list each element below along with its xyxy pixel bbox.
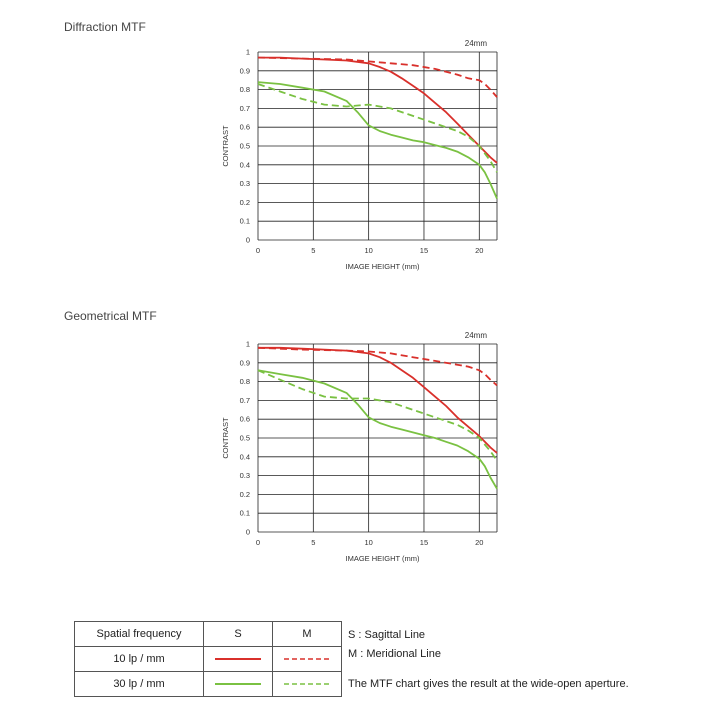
- diffraction-mtf-title: Diffraction MTF: [64, 20, 146, 34]
- x-tick-label: 20: [475, 246, 484, 255]
- focal-length-label: 24mm: [464, 331, 487, 340]
- legend-row-10lp: [75, 647, 342, 672]
- y-tick-label: 0.4: [239, 160, 250, 170]
- y-tick-label: 0.8: [239, 85, 250, 95]
- y-tick-label: 0.2: [239, 489, 250, 499]
- y-tick-label: 0: [245, 235, 250, 245]
- geometrical-mtf-title: Geometrical MTF: [64, 309, 157, 323]
- y-tick-label: 0.1: [239, 216, 250, 226]
- x-tick-label: 5: [311, 246, 316, 255]
- x-tick-label: 5: [311, 538, 316, 547]
- focal-length-label: 24mm: [464, 39, 487, 48]
- y-axis-label: CONTRAST: [221, 417, 230, 459]
- note-meridional: M : Meridional Line: [348, 648, 441, 660]
- y-tick-label: 0.5: [239, 141, 250, 151]
- y-tick-label: 0.3: [239, 471, 250, 481]
- x-tick-label: 0: [255, 538, 261, 547]
- x-tick-label: 10: [364, 538, 373, 547]
- x-tick-label: 15: [419, 246, 429, 255]
- series-line-30-lp-mm-s: [258, 82, 497, 199]
- legend-label-10lp: 10 lp / mm: [75, 647, 204, 672]
- legend-swatch-10lp-s: [204, 647, 273, 672]
- y-tick-label: 0.3: [239, 179, 250, 189]
- x-tick-label: 0: [255, 246, 261, 255]
- geometrical-mtf-chart: [200, 322, 520, 572]
- legend-label-30lp: 30 lp / mm: [75, 672, 204, 697]
- y-tick-label: 0.4: [239, 452, 250, 462]
- legend-header-row: [75, 622, 342, 647]
- legend-row-30lp: [75, 672, 342, 697]
- x-axis-label: IMAGE HEIGHT (mm): [345, 554, 420, 563]
- y-tick-label: 0.7: [239, 103, 250, 113]
- legend-swatch-10lp-m: [273, 647, 342, 672]
- y-axis-label: CONTRAST: [221, 125, 230, 167]
- x-tick-label: 15: [419, 538, 429, 547]
- y-tick-label: 0.1: [239, 508, 250, 518]
- y-tick-label: 0.8: [239, 377, 250, 387]
- x-tick-label: 10: [364, 246, 373, 255]
- y-tick-label: 0.2: [239, 197, 250, 207]
- y-tick-label: 0.7: [239, 395, 250, 405]
- legend-header-s: S: [204, 622, 273, 647]
- diffraction-mtf-chart: [200, 30, 520, 280]
- note-aperture: The MTF chart gives the result at the wide-open aperture.: [348, 678, 629, 690]
- y-tick-label: 0.9: [239, 66, 250, 76]
- y-tick-label: 0.9: [239, 358, 250, 368]
- legend-table: [74, 621, 342, 697]
- y-tick-label: 0.5: [239, 433, 250, 443]
- legend-header-m: M: [273, 622, 342, 647]
- legend-header-frequency: Spatial frequency: [75, 622, 204, 647]
- y-tick-label: 1: [245, 47, 250, 57]
- series-line-10-lp-mm-m: [258, 348, 497, 386]
- y-tick-label: 0.6: [239, 122, 250, 132]
- x-tick-label: 20: [475, 538, 484, 547]
- y-tick-label: 1: [245, 339, 250, 349]
- series-line-30-lp-mm-s: [258, 370, 497, 489]
- legend-swatch-30lp-m: [273, 672, 342, 697]
- legend-swatch-30lp-s: [204, 672, 273, 697]
- x-axis-label: IMAGE HEIGHT (mm): [345, 262, 420, 271]
- note-sagittal: S : Sagittal Line: [348, 629, 426, 641]
- y-tick-label: 0: [245, 527, 250, 537]
- y-tick-label: 0.6: [239, 414, 250, 424]
- series-line-10-lp-mm-s: [258, 58, 497, 163]
- series-line-10-lp-mm-m: [258, 58, 497, 98]
